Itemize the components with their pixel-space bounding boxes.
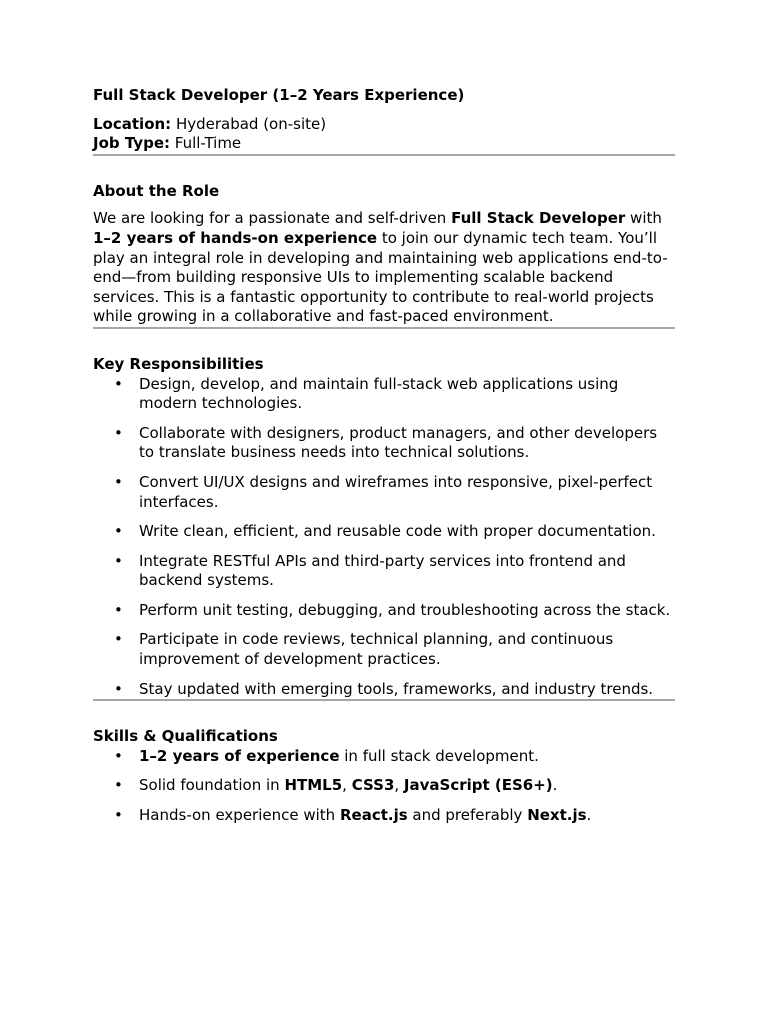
list-item: • Participate in code reviews, technical planning, and continuous improvement of development practices. (93, 630, 675, 669)
section-divider (93, 327, 675, 329)
job-type-label: Job Type: (93, 134, 170, 153)
list-item: • Design, develop, and maintain full-stack web applications using modern technologies. (93, 375, 675, 414)
skill-bold-javascript: JavaScript (ES6+) (403, 776, 553, 795)
skill-bold-html5: HTML5 (284, 776, 343, 795)
skills-heading: Skills & Qualifications (93, 727, 278, 746)
skills-list (93, 747, 675, 826)
skill-text: and preferably (407, 806, 528, 825)
location-line (93, 115, 675, 135)
location-value: Hyderabad (on-site) (171, 114, 327, 133)
about-heading: About the Role (93, 181, 220, 200)
list-item (93, 806, 675, 826)
about-text-2: with (625, 209, 662, 228)
about-paragraph (93, 209, 675, 327)
skill-text: . (586, 806, 592, 825)
list-item (93, 747, 675, 767)
list-item: • Integrate RESTful APIs and third-party services into frontend and backend systems. (93, 552, 675, 591)
job-description (93, 86, 675, 826)
about-bold-role: Full Stack Developer (451, 209, 626, 228)
about-text-1: We are looking for a passionate and self-driven (93, 209, 452, 228)
skill-text: Solid foundation in (139, 776, 285, 795)
list-item: • Write clean, efficient, and reusable code with proper documentation. (93, 522, 675, 542)
list-item (93, 776, 675, 796)
about-bold-experience: 1–2 years of hands-on experience (93, 228, 378, 247)
skill-bold-nextjs: Next.js (527, 806, 587, 825)
skill-text: in full stack development. (339, 746, 539, 765)
skill-text: , (394, 776, 404, 795)
list-item: • Collaborate with designers, product managers, and other developers to translate business needs into technical solutions. (93, 424, 675, 463)
skill-bold-css3: CSS3 (351, 776, 395, 795)
job-type-line (93, 134, 675, 154)
list-item: • Perform unit testing, debugging, and troubleshooting across the stack. (93, 601, 675, 621)
responsibilities-heading: Key Responsibilities (93, 354, 264, 373)
job-title: Full Stack Developer (1–2 Years Experience) (93, 86, 465, 104)
section-divider (93, 699, 675, 701)
skill-text: , (342, 776, 352, 795)
skill-text: Hands-on experience with (139, 806, 340, 825)
about-text-3: to join our dynamic tech team. You’ll play an integral role in developing and maintaining web applications end-to-end—from building responsive UIs to implementing scalable backend services. This is a fantastic opportunity to contribute to real-world projects while growing in a collaborative and fast-paced environment. (93, 228, 668, 326)
job-type-value: Full-Time (170, 134, 242, 153)
list-item: • Convert UI/UX designs and wireframes into responsive, pixel-perfect interfaces. (93, 473, 675, 512)
skill-bold-experience: 1–2 years of experience (139, 746, 340, 765)
location-label: Location: (93, 114, 172, 133)
list-item: • Stay updated with emerging tools, frameworks, and industry trends. (93, 680, 675, 700)
skill-text: . (552, 776, 558, 795)
responsibilities-list (93, 375, 675, 700)
section-divider (93, 154, 675, 156)
skill-bold-react: React.js (339, 806, 408, 825)
